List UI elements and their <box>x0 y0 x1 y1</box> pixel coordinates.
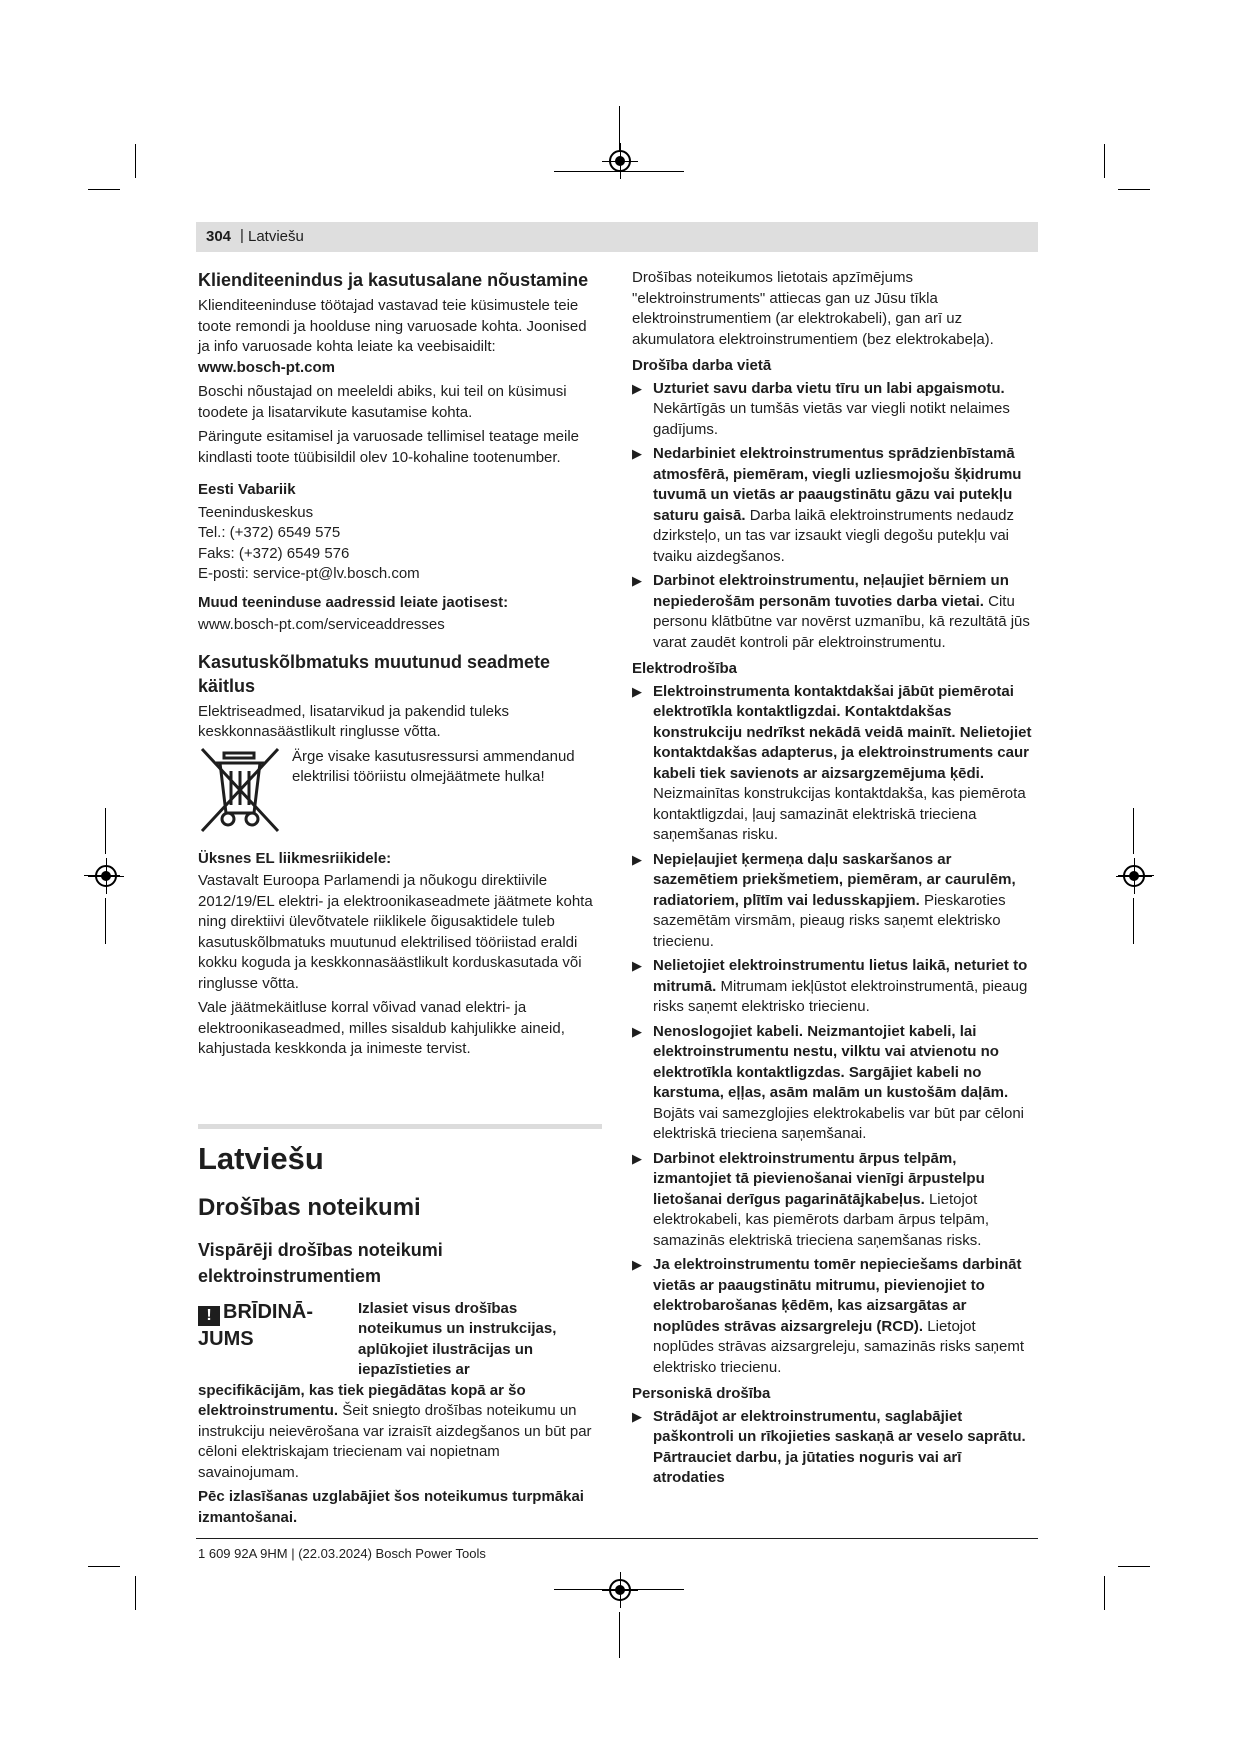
bullet-arrow-icon: ▶ <box>632 851 642 867</box>
warning-bold-b: specifikācijām, kas tiek piegādātas kopā ar šo elektroinstrumentu. <box>198 1381 526 1419</box>
service-title: Klienditeenindus ja kasutusalane nõustamine <box>198 270 589 290</box>
disposal-paragraph: Elektriseadmed, lisatarvikud ja pakendid tuleks keskkonnasäästlikult ringlusse võtta. <box>198 702 509 740</box>
service-paragraph-1: Klienditeeninduse töötajad vastavad teie küsimustele teie toote remondi ja hoolduse ning varuosade kohta. Joonised ja info varuosade kohta leiate ka veebisaidilt: <box>198 297 587 355</box>
safety-item-text: Darba laikā elektroinstruments nedaudz dzirksteļo, un tas var izsaukt viegli degošu putekļu vai tvaiku aizdegšanos. <box>653 506 1015 565</box>
electric-title: Elektrodrošība <box>632 660 738 677</box>
country-heading: Eesti Vabariik <box>198 481 296 498</box>
bullet-arrow-icon: ▶ <box>632 1408 642 1424</box>
safety-item <box>632 1022 1036 1145</box>
safety-item-bold: Nenoslogojiet kabeli. Neizmantojiet kabeli, lai elektroinstrumentu nestu, vilktu vai atvienotu no elektrotīkla kontaktligzdas. Sargājiet kabeli no karstuma, eļļas, asām malām un kustošām daļām. <box>653 1022 1009 1101</box>
warning-rest: Šeit sniegto drošības noteikumu un instrukciju neievērošana var izraisīt aizdegšanos un būt par cēloni elektriskajam triecienam vai nopietnam savainojumam. <box>198 1402 592 1481</box>
safety-item-text: Lietojot elektrokabeli, kas piemērots darbam ārpus telpām, samazinās elektriskā trieciena saņemšanas risks. <box>653 1190 989 1249</box>
warning-icon: ! <box>198 1306 220 1326</box>
safety-item <box>632 682 1036 846</box>
general-safety-title: Vispārēji drošības noteikumi elektroinstrumentiem <box>198 1239 443 1286</box>
header-separator: | <box>240 227 244 244</box>
warning-block <box>198 1299 602 1381</box>
warning-label: BRĪDINĀ-JUMS <box>198 1300 313 1350</box>
safety-item-text: Nekārtīgās un tumšās vietās var viegli notikt nelaimes gadījums. <box>653 400 1010 438</box>
safety-item-bold: Darbinot elektroinstrumentu, neļaujiet bērniem un nepiederošām personām tuvoties darba vietai. <box>653 572 1009 610</box>
safety-item-bold: Strādājot ar elektroinstrumentu, saglabājiet paškontroli un rīkojieties saskaņā ar veselo saprātu. Pārtrauciet darbu, ja jūtaties noguris vai arī atrodaties <box>653 1407 1026 1486</box>
footer-rule <box>196 1538 1038 1539</box>
safety-item-bold: Ja elektroinstrumentu tomēr nepieciešams darbināt vietās ar paaugstinātu mitrumu, pievienojiet to elektrobarošanas ķēdēm, kas aizsargātas ar noplūdes strāvas aizsargreleju (RCD). <box>653 1256 1022 1335</box>
phone: Tel.: (+372) 6549 575 <box>198 524 341 541</box>
safety-item <box>632 571 1036 653</box>
bullet-arrow-icon: ▶ <box>632 380 642 396</box>
other-addresses-label: Muud teeninduse aadressid leiate jaotisest: <box>198 593 509 611</box>
bullet-arrow-icon: ▶ <box>632 573 642 588</box>
eu-paragraph-1: Vastavalt Euroopa Parlamendi ja nõukogu direktiivile 2012/19/EL elektri- ja elektroonikaseadmete jäätmete kohta ning direktiivi ülevõtvatele riiklikele õigusaktidele tuleb kasutuskõlbmatuks muutunud elektrilised tööriistad eraldi kokku koguda ja keskkonnasäästlikult korduskasutada või ringlusse võtta. <box>198 872 593 992</box>
safety-item-text: Lietojot noplūdes strāvas aizsargreleju, samazinās risks saņemt elektrisko triecienu. <box>653 1317 1024 1376</box>
bullet-arrow-icon: ▶ <box>632 1023 642 1039</box>
safety-item <box>632 956 1036 1018</box>
service-url[interactable]: www.bosch-pt.com <box>198 358 335 376</box>
workplace-title: Drošība darba vietā <box>632 357 772 374</box>
personal-title: Personiskā drošība <box>632 1385 771 1402</box>
safety-item-bold: Nepieļaujiet ķermeņa daļu saskaršanos ar sazemētiem priekšmetiem, piemēram, ar caurulēm, radiatoriem, plītīm vai ledusskapjiem. <box>653 850 1016 909</box>
email[interactable]: E-posti: service-pt@lv.bosch.com <box>198 565 420 582</box>
safety-item-text: Mitrumam iekļūstot elektroinstrumentā, pieaug risks saņemt elektrisko triecienu. <box>653 977 1028 1015</box>
safety-item-bold: Uzturiet savu darba vietu tīru un labi apgaismotu. <box>653 379 1005 397</box>
bullet-arrow-icon: ▶ <box>632 958 642 973</box>
safety-item <box>632 1407 1036 1489</box>
service-paragraph-2: Boschi nõustajad on meeleldi abiks, kui teil on küsimusi toodete ja lisatarvikute kasutamise kohta. <box>198 383 567 421</box>
weee-block <box>198 747 602 833</box>
service-paragraph-3: Päringute esitamisel ja varuosade tellimisel teatage meile kindlasti toote tüübisildil olev 10-kohaline tootenumber. <box>198 428 580 466</box>
bullet-arrow-icon: ▶ <box>632 446 642 461</box>
bullet-arrow-icon: ▶ <box>632 683 642 699</box>
personal-list <box>632 1407 1036 1489</box>
safety-item-text: Bojāts vai samezglojies elektrokabelis var būt par cēloni elektriskā trieciena saņemšanai. <box>653 1104 1025 1142</box>
safety-item <box>632 1149 1036 1252</box>
safety-title: Drošības noteikumi <box>198 1193 421 1221</box>
safety-item-bold: Nelietojiet elektroinstrumentu lietus laikā, neturiet to mitrumā. <box>653 957 1028 995</box>
safety-item-text: Neizmainītas konstrukcijas kontaktdakša, kas piemērota kontaktligzdai, ļauj samazināt elektriskā trieciena saņemšanas risku. <box>653 785 1026 843</box>
workplace-list <box>632 379 1036 654</box>
warning-bold-a: Izlasiet visus drošības noteikumus un instrukcijas, aplūkojiet ilustrācijas un iepazīstieties ar <box>358 1299 557 1378</box>
intro-paragraph: Drošības noteikumos lietotais apzīmējums "elektroinstruments" attiecas gan uz Jūsu tīkla elektroinstrumentiem (ar elektrokabeli), gan arī uz akumulatora elektroinstrumentiem (bez elektrokabeļa). <box>632 269 994 348</box>
other-addresses-url[interactable]: www.bosch-pt.com/serviceaddresses <box>198 616 445 633</box>
safety-item-text: Pieskaroties sazemētām virsmām, pieaug risks saņemt elektrisko triecienu. <box>653 891 1006 950</box>
bullet-arrow-icon: ▶ <box>632 1150 642 1166</box>
header-language: Latviešu <box>248 228 304 245</box>
safety-item-bold: Elektroinstrumenta kontaktdakšai jābūt piemērotai elektrotīkla kontaktligzdai. Kontaktdakšas konstrukciju nedrīkst nekādā veidā mainīt. Nelietojiet kontaktdakšas adapterus, ja elektroinstruments caur kabeli tiek savienots ar aizsargzemējuma ķēdi. <box>653 682 1032 782</box>
footer-text: 1 609 92A 9HM | (22.03.2024) Bosch Power Tools <box>198 1546 486 1561</box>
latvian-title: Latviešu <box>198 1140 324 1176</box>
page-number: 304 <box>206 228 232 245</box>
keep-instructions: Pēc izlasīšanas uzglabājiet šos noteikumus turpmākai izmantošanai. <box>198 1488 584 1526</box>
safety-item <box>632 379 1036 441</box>
service-center: Teeninduskeskus <box>198 503 314 521</box>
safety-item <box>632 444 1036 567</box>
bullet-arrow-icon: ▶ <box>632 1257 642 1272</box>
safety-item <box>632 1255 1036 1378</box>
electric-list <box>632 682 1036 1379</box>
crossed-bin-icon <box>198 747 284 833</box>
eu-title: Üksnes EL liikmesriikidele: <box>198 849 392 867</box>
safety-item-bold: Nedarbiniet elektroinstrumentus sprādzienbīstamā atmosfērā, piemēram, viegli uzliesmojošu šķidrumu tuvumā un vietās ar paaugstinātu gāzu vai putekļu saturu gaisā. <box>653 445 1022 524</box>
left-column <box>198 268 602 1532</box>
section-divider <box>198 1124 602 1129</box>
safety-item-text: Citu personu klātbūtne var novērst uzmanību, kā rezultātā jūs varat zaudēt kontroli pār elektroinstrumentu. <box>653 592 1030 651</box>
weee-text: Ärge visake kasutusressursi ammendanud elektrilisi tööriistu olmejäätmete hulka! <box>292 747 575 785</box>
right-column <box>632 268 1036 1493</box>
safety-item-bold: Darbinot elektroinstrumentu ārpus telpām, izmantojiet tā pievienošanai vienīgi ārpustelpu lietošanai derīgus pagarinātājkabeļus. <box>653 1149 985 1208</box>
disposal-title: Kasutuskõlbmatuks muutunud seadmete käitlus <box>198 651 551 696</box>
page-header <box>196 222 1038 252</box>
fax: Faks: (+372) 6549 576 <box>198 544 350 562</box>
eu-paragraph-2: Vale jäätmekäitluse korral võivad vanad elektri- ja elektroonikaseadmed, milles sisaldub kahjulikke aineid, kahjustada keskkonda ja inimeste tervist. <box>198 999 565 1057</box>
safety-item <box>632 850 1036 953</box>
